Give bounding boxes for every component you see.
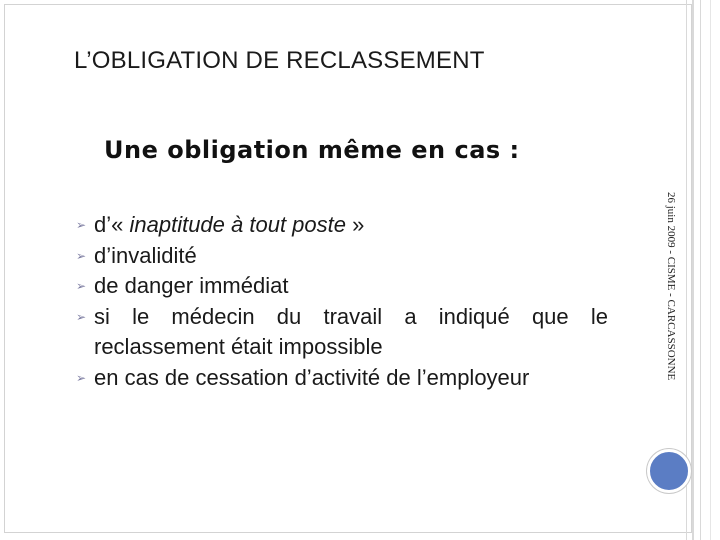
bullet-arrow-icon: ➢ — [76, 309, 87, 324]
bullet-suffix: » — [345, 212, 365, 237]
bullet-item — [74, 241, 608, 272]
bullet-item — [74, 271, 608, 302]
bullet-item — [74, 363, 608, 394]
slide-subtitle: Une obligation même en cas : — [104, 136, 520, 164]
bullet-arrow-icon: ➢ — [76, 218, 87, 232]
bullet-list — [74, 210, 608, 393]
bullet-text: en cas de cessation d’activité de l’employeur — [94, 364, 530, 390]
bullet-text: si le médecin du travail a indiqué que le reclassement était impossible — [94, 303, 608, 359]
slide-title: L’OBLIGATION DE RECLASSEMENT — [74, 47, 485, 74]
bullet-arrow-icon: ➢ — [76, 370, 87, 385]
bullet-arrow-icon: ➢ — [76, 279, 87, 293]
bullet-text: d’invalidité — [94, 242, 197, 268]
decor-bar — [710, 0, 711, 540]
decor-bar — [692, 0, 694, 540]
side-footer-text: 26 juin 2009 - CISME - CARCASSONNE — [665, 192, 677, 381]
bullet-emphasis: inaptitude à tout poste — [129, 212, 346, 237]
bullet-item — [74, 302, 608, 363]
bullet-item — [74, 210, 608, 241]
bullet-arrow-icon: ➢ — [76, 248, 87, 263]
decor-circle — [647, 449, 691, 493]
bullet-text: de danger immédiat — [94, 273, 289, 298]
bullet-prefix: d’« — [94, 212, 130, 237]
decor-bar — [700, 0, 701, 540]
